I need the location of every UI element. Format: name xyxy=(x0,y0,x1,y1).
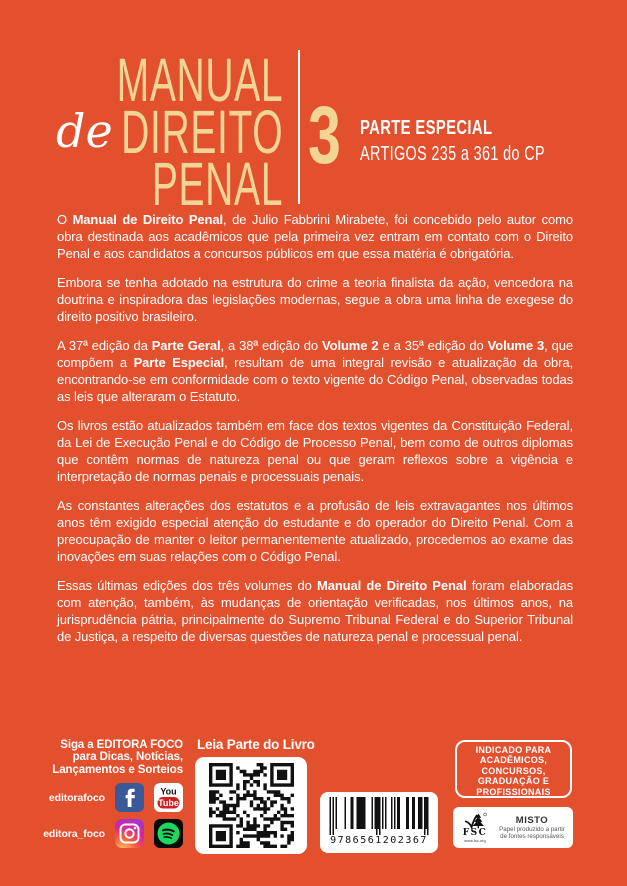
body-paragraph: O Manual de Direito Penal, de Julio Fabbrini Mirabete, foi concebido pelo autor como obra destinada aos acadêmicos que pela primeira vez entram em contato com o Direito Penal e aos candidatos a concursos públicos em que essa matéria é obrigatória. xyxy=(57,212,573,261)
back-cover-text xyxy=(57,211,573,657)
body-paragraph: Os livros estão atualizados também em face dos textos vigentes da Constituição Federal, da Lei de Execução Penal e do Código de Processo Penal, bem como de outros diplomas que contêm normas de natureza penal ou que geram reflexos sobre a vigência e interpretação de normas penais e processuais penais. xyxy=(57,418,573,484)
youtube-icon xyxy=(154,783,183,812)
text-line: ACADÊMICOS, xyxy=(479,755,548,766)
text-line: Papel produzido a partir xyxy=(499,826,565,833)
body-paragraph: A 37ª edição da Parte Geral, a 38ª edição do Volume 2 e a 35ª edição do Volume 3, que compõem a Parte Especial, resultam de uma integral revisão e atualização da obra, encontrando-se em conformidade com o texto vigente do Código Penal, observadas todas as leis que alteraram o Estatuto. xyxy=(57,338,574,404)
fsc-url: www.fsc.org xyxy=(464,838,486,843)
isbn-number: 9786561202367 xyxy=(330,835,428,846)
text-line: PROFISSIONAIS xyxy=(476,786,551,797)
spotify-icon xyxy=(154,819,183,848)
social-handles xyxy=(43,783,183,848)
volume-number: 3 xyxy=(308,90,341,181)
fsc-acronym: FSC xyxy=(462,828,488,838)
body-paragraph: Embora se tenha adotado na estrutura do crime a teoria finalista da ação, vencedora na doutrina e inspiradora das legislações modernas, segue a obra uma linha de exegese do direito positivo brasileiro. xyxy=(57,275,573,324)
qr-code-icon xyxy=(209,763,294,848)
read-sample-heading: Leia Parte do Livro xyxy=(197,737,315,752)
body-paragraph: As constantes alterações dos estatutos e a profusão de leis extravagantes nos últimos anos têm exigido especial atenção do estudante e do operador do Direito Penal. Com a preocupação de manter o leitor permanentemente atualizado, procedemos ao exame das inovações em suas relações com o Código Penal. xyxy=(57,498,573,564)
social-row xyxy=(43,819,183,848)
instagram-icon xyxy=(115,819,144,848)
fsc-label-box xyxy=(453,807,573,848)
svg-text:Tube: Tube xyxy=(158,797,179,808)
isbn-barcode-box xyxy=(320,792,438,853)
fsc-paper-type: MISTO xyxy=(515,815,549,826)
body-paragraph: Essas últimas edições dos três volumes do Manual de Direito Penal foram elaboradas com atenção, também, às mudanças de orientação verificadas, nos últimos anos, na jurisprudência pátria, principalmente do Supremo Tribunal Federal e do Superior Tribunal de Justiça, a respeito de diversas questões de natureza penal e processual penal. xyxy=(57,578,573,644)
fsc-logo xyxy=(458,812,492,843)
volume-sublabel: ARTIGOS 235 a 361 do CP xyxy=(360,143,545,165)
barcode-icon xyxy=(329,797,429,835)
text-line: GRADUAÇÃO E xyxy=(477,776,550,787)
title-line-manual: MANUAL xyxy=(116,46,283,114)
social-heading xyxy=(13,739,183,776)
facebook-icon xyxy=(115,783,144,812)
title-line-direito: DIREITO xyxy=(120,98,283,166)
title-divider-line xyxy=(298,50,300,204)
text-line: Lançamentos e Sorteios xyxy=(52,763,183,776)
volume-label: PARTE ESPECIAL xyxy=(360,117,493,139)
text-line: para Dicas, Notícias, xyxy=(72,751,183,764)
title-line-penal: PENAL xyxy=(151,150,283,218)
title-prefix-de: de xyxy=(56,104,113,158)
text-line: Siga a EDITORA FOCO xyxy=(60,739,183,751)
text-line: CONCURSOS, xyxy=(481,765,546,776)
text-line: de fontes responsáveis xyxy=(500,833,564,840)
qr-code-box xyxy=(195,757,307,854)
svg-text:You: You xyxy=(160,786,177,797)
social-row xyxy=(49,783,183,812)
fsc-tree-icon xyxy=(463,812,487,829)
social-handle: editorafoco xyxy=(48,791,105,804)
social-handle: editora_foco xyxy=(43,827,105,840)
fsc-paper-info xyxy=(496,815,568,840)
fsc-paper-description xyxy=(496,826,568,840)
text-line: INDICADO PARA xyxy=(475,745,552,755)
audience-box xyxy=(455,740,572,798)
